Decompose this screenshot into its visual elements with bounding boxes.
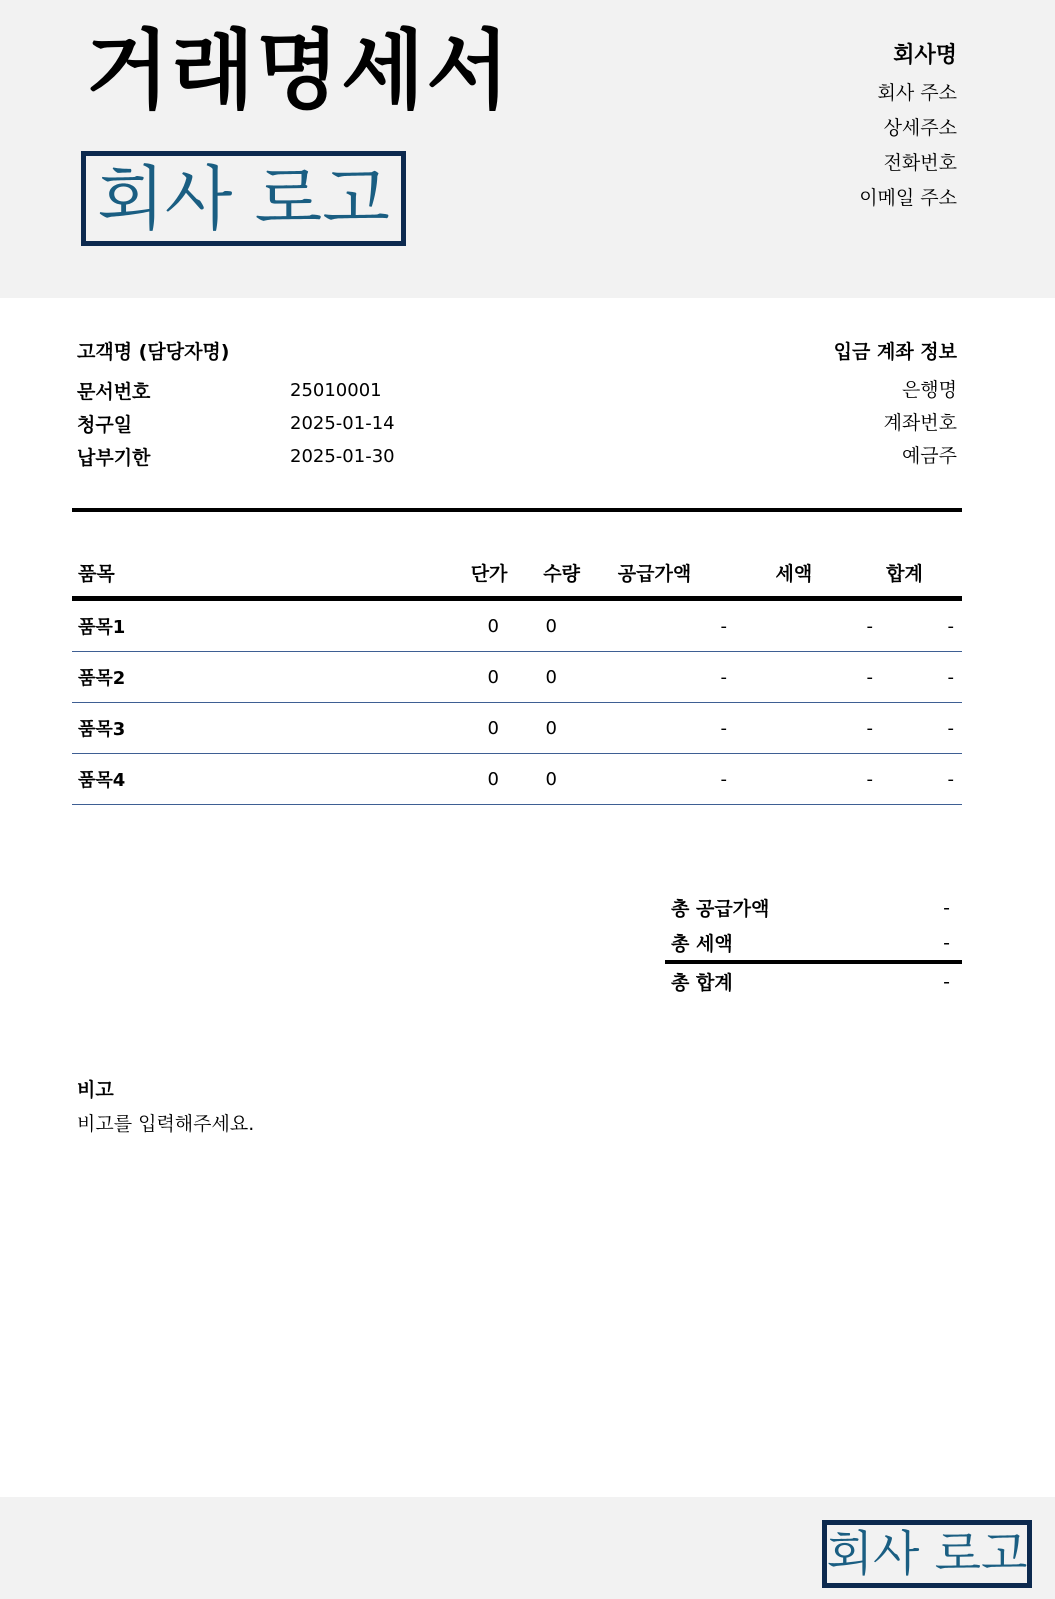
header-tax: 세액 <box>775 562 813 585</box>
item-name: 품목2 <box>78 668 126 689</box>
company-phone: 전화번호 <box>883 152 957 174</box>
item-supply: - <box>720 666 727 688</box>
total-supply-label: 총 공급가액 <box>671 898 770 920</box>
item-name: 품목1 <box>78 617 126 638</box>
invoice-date-row <box>77 407 395 440</box>
header-supply: 공급가액 <box>617 562 692 585</box>
header-price: 단가 <box>470 562 508 585</box>
bank-name: 은행명 <box>901 379 957 401</box>
account-holder: 예금주 <box>901 445 957 467</box>
footer-logo: 회사 로고 <box>822 1520 1032 1588</box>
remarks-body: 비고를 입력해주세요. <box>77 1113 255 1135</box>
item-price: 0 <box>487 768 499 790</box>
item-supply: - <box>720 717 727 739</box>
item-tax: - <box>866 666 873 688</box>
header-qty: 수량 <box>543 562 580 585</box>
bank-info <box>834 338 957 473</box>
header-price-cell <box>228 559 516 586</box>
item-price: 0 <box>487 666 499 688</box>
item-qty: 0 <box>545 666 557 688</box>
item-tax: - <box>866 615 873 637</box>
item-total: - <box>947 717 954 739</box>
due-date-label: 납부기한 <box>77 447 151 469</box>
grand-total-row <box>665 964 962 999</box>
header-total: 합계 <box>886 562 923 585</box>
due-date-value: 2025-01-30 <box>290 446 395 467</box>
item-qty: 0 <box>545 768 557 790</box>
item-total: - <box>947 768 954 790</box>
item-price: 0 <box>487 717 499 739</box>
table-row <box>72 754 962 805</box>
totals-summary <box>665 890 962 999</box>
section-divider <box>72 508 962 512</box>
customer-name: 고객명 (담당자명) <box>77 341 230 363</box>
item-total: - <box>947 615 954 637</box>
item-supply: - <box>720 768 727 790</box>
item-tax: - <box>866 768 873 790</box>
company-address: 회사 주소 <box>877 82 957 104</box>
items-table <box>72 548 962 805</box>
table-header <box>72 548 962 601</box>
table-row <box>72 601 962 652</box>
header-band <box>0 0 1055 298</box>
company-address-detail: 상세주소 <box>883 117 957 139</box>
item-name: 품목4 <box>78 770 126 791</box>
total-tax-label: 총 세액 <box>671 933 733 955</box>
doc-number-value: 25010001 <box>290 380 382 401</box>
total-tax-row <box>665 925 962 960</box>
invoice-date-value: 2025-01-14 <box>290 413 395 434</box>
grand-total-value: - <box>943 970 950 993</box>
item-total: - <box>947 666 954 688</box>
remarks-title: 비고 <box>77 1079 114 1101</box>
invoice-date-label: 청구일 <box>77 414 133 436</box>
item-qty: 0 <box>545 717 557 739</box>
header-item: 품목 <box>78 562 115 585</box>
total-supply-row <box>665 890 962 925</box>
table-row <box>72 703 962 754</box>
doc-number-label: 문서번호 <box>77 381 151 403</box>
item-qty: 0 <box>545 615 557 637</box>
account-number: 계좌번호 <box>883 412 957 434</box>
item-name: 품목3 <box>78 719 126 740</box>
company-info <box>859 38 957 216</box>
remarks-section <box>77 1075 254 1136</box>
total-supply-value: - <box>943 896 950 919</box>
item-price: 0 <box>487 615 499 637</box>
document-title: 거래명세서 <box>86 21 512 121</box>
table-row <box>72 652 962 703</box>
company-logo: 회사 로고 <box>81 151 406 246</box>
company-name: 회사명 <box>893 43 957 68</box>
grand-total-label: 총 합계 <box>671 972 733 994</box>
total-tax-value: - <box>943 931 950 954</box>
doc-number-row <box>77 374 395 407</box>
customer-info <box>77 338 395 473</box>
bank-info-title: 입금 계좌 정보 <box>833 341 957 363</box>
due-date-row <box>77 440 395 473</box>
item-supply: - <box>720 615 727 637</box>
company-email: 이메일 주소 <box>859 187 957 209</box>
item-tax: - <box>866 717 873 739</box>
